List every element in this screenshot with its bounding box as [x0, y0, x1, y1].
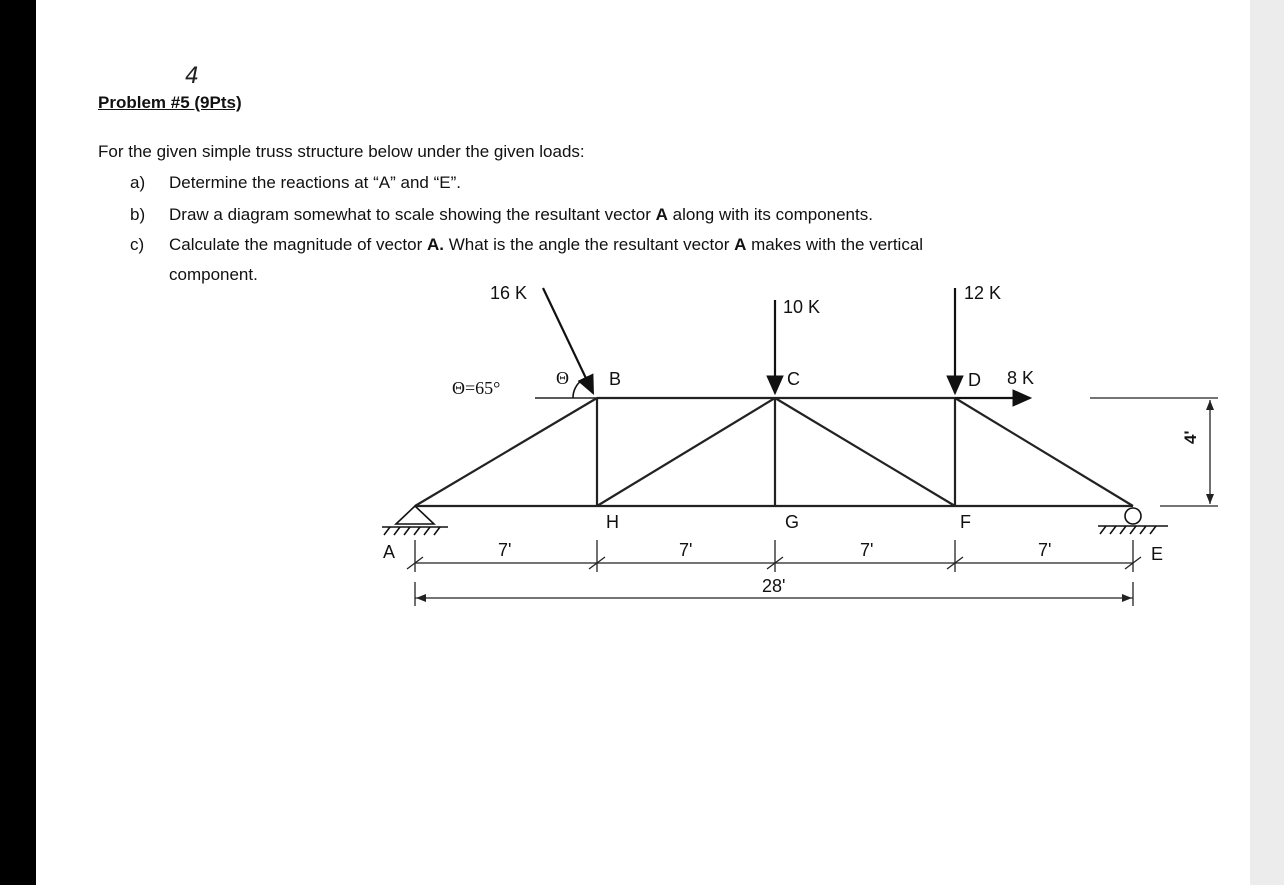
support-a-pin	[382, 506, 448, 535]
node-a-label: A	[383, 542, 396, 562]
span-4-label: 7'	[1038, 540, 1052, 560]
question-c-marker: c)	[130, 235, 145, 254]
span-1-label: 7'	[498, 540, 512, 560]
height-dimension	[1090, 398, 1218, 506]
node-b-label: B	[609, 369, 622, 389]
problem-title: Problem #5 (9Pts)	[98, 93, 242, 112]
span-dimension-lines	[407, 540, 1141, 572]
node-e-label: E	[1151, 544, 1164, 564]
node-g-label: G	[785, 512, 800, 532]
angle-label: Θ=65°	[452, 378, 501, 398]
node-f-label: F	[960, 512, 971, 532]
question-b-text: Draw a diagram somewhat to scale showing the resultant vector A along with its components.	[169, 205, 873, 224]
question-a-text: Determine the reactions at “A” and “E”.	[169, 173, 461, 192]
support-e-roller	[1098, 508, 1168, 534]
node-c-label: C	[787, 369, 800, 389]
angle-symbol: Θ	[556, 368, 569, 388]
load-10k-label: 10 K	[783, 297, 821, 317]
member-de	[955, 398, 1133, 506]
problem-intro: For the given simple truss structure below under the given loads:	[98, 142, 585, 161]
question-b-marker: b)	[130, 205, 146, 224]
span-2-label: 7'	[679, 540, 693, 560]
load-8k-label: 8 K	[1007, 368, 1035, 388]
member-hc	[597, 398, 775, 506]
total-span-label: 28'	[762, 576, 786, 596]
node-h-label: H	[606, 512, 619, 532]
height-label: 4'	[1181, 430, 1200, 444]
load-16k-label: 16 K	[490, 283, 528, 303]
member-cf	[775, 398, 955, 506]
question-a-marker: a)	[130, 173, 146, 192]
question-c-text: Calculate the magnitude of vector A. What is the angle the resultant vector A makes with the vertical	[169, 235, 924, 254]
angle-arc	[573, 380, 582, 398]
handwritten-number: 4	[185, 64, 199, 89]
span-3-label: 7'	[860, 540, 874, 560]
load-12k-label: 12 K	[964, 283, 1002, 303]
member-ab	[415, 398, 597, 506]
node-d-label: D	[968, 370, 981, 390]
question-c-continuation: component.	[169, 265, 258, 284]
